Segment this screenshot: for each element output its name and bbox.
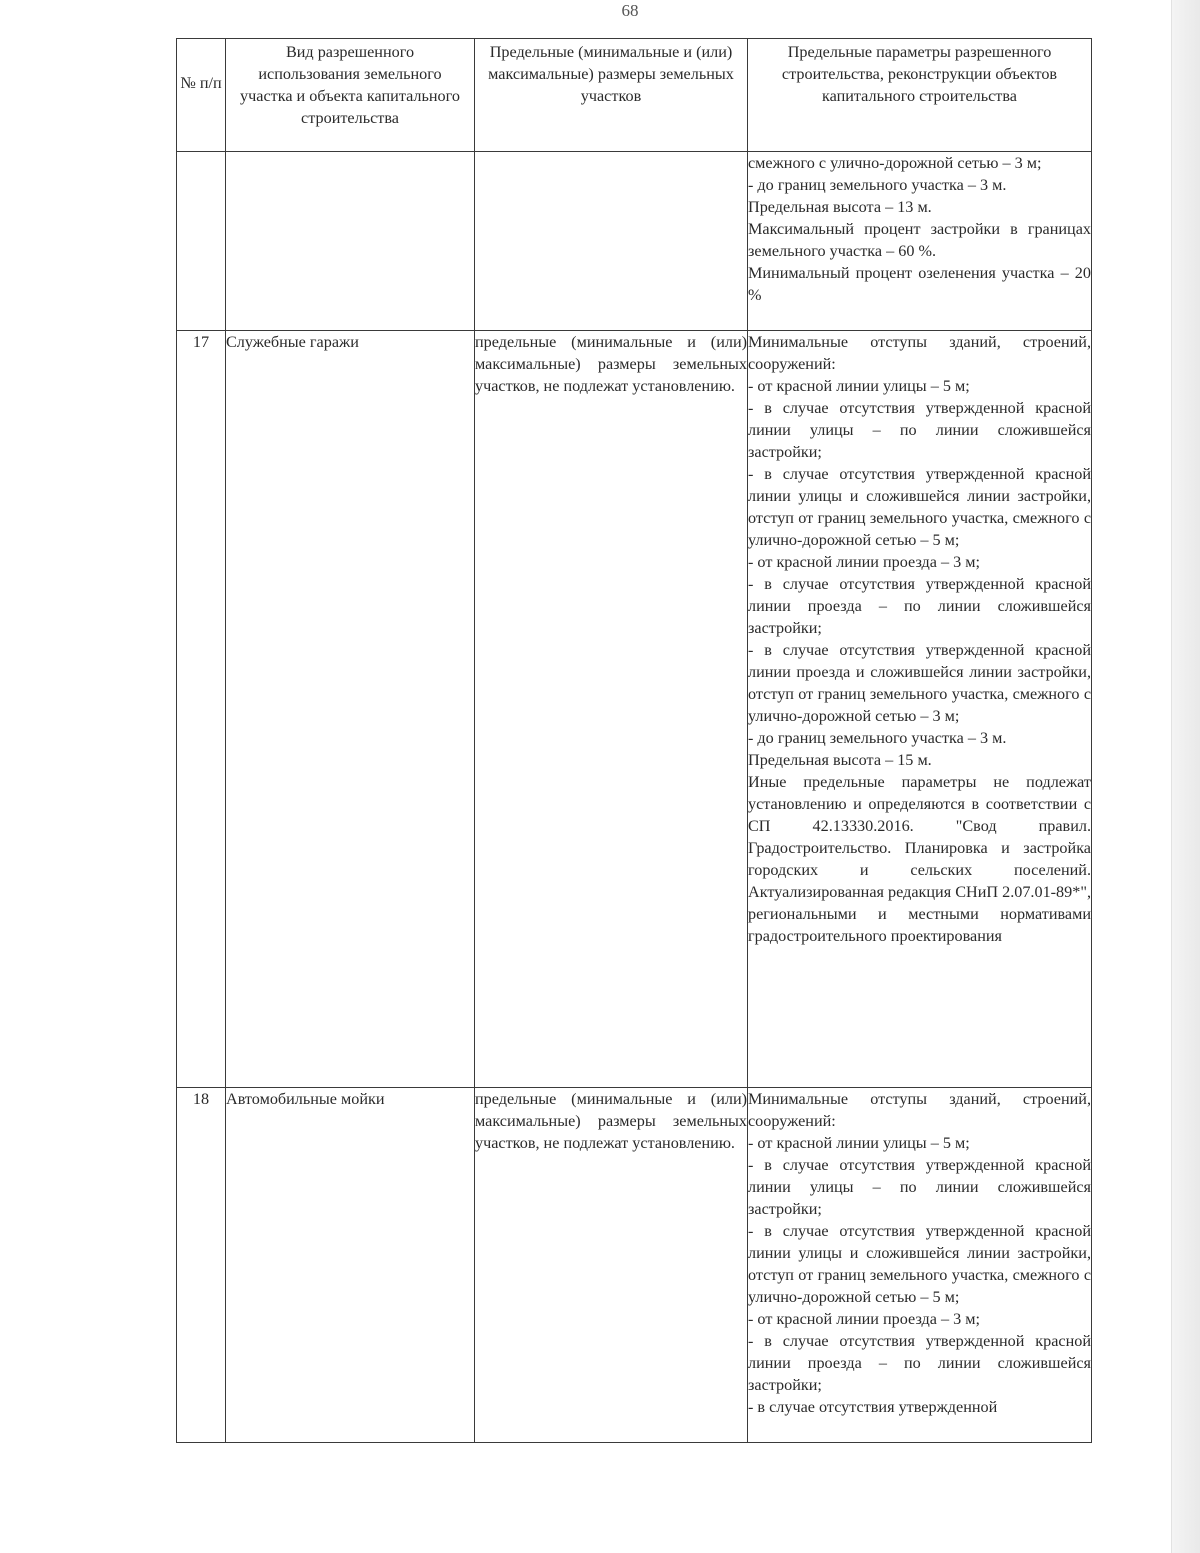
param-line: - от красной линии улицы – 5 м; bbox=[748, 377, 970, 395]
param-line: - от красной линии проезда – 3 м; bbox=[748, 553, 981, 571]
param-line: - в случае отсутствия утвержденной красной линии улицы – по линии сложившейся застройки; bbox=[748, 399, 1091, 461]
param-line: Минимальные отступы зданий, строений, сооружений: bbox=[748, 1090, 1091, 1130]
param-line: - в случае отсутствия утвержденной красной линии улицы и сложившейся линии застройки, отступ от границ земельного участка, смежного с улично-дорожной сетью – 5 м; bbox=[748, 1222, 1091, 1306]
table-row bbox=[177, 1088, 1092, 1443]
header-params-text: Предельные параметры разрешенного строительства, реконструкции объектов капитального строительства bbox=[781, 43, 1058, 105]
header-params bbox=[748, 39, 1092, 152]
row-num: 18 bbox=[177, 1088, 226, 1443]
row-sizes: предельные (минимальные и (или) максимальные) размеры земельных участков, не подлежат установлению. bbox=[475, 1088, 748, 1443]
row-num: 17 bbox=[177, 331, 226, 1088]
row-type bbox=[226, 152, 475, 331]
param-line: - в случае отсутствия утвержденной красной линии улицы – по линии сложившейся застройки; bbox=[748, 1156, 1091, 1218]
header-sizes bbox=[475, 39, 748, 152]
param-line: - от красной линии улицы – 5 м; bbox=[748, 1134, 970, 1152]
row-type: Служебные гаражи bbox=[226, 331, 475, 1088]
header-num bbox=[177, 39, 226, 152]
row-params bbox=[748, 331, 1092, 1088]
header-sizes-text: Предельные (минимальные и (или) максимальные) размеры земельных участков bbox=[488, 43, 734, 105]
param-line: - в случае отсутствия утвержденной красной линии проезда – по линии сложившейся застройки; bbox=[748, 1332, 1091, 1394]
row-num bbox=[177, 152, 226, 331]
header-type bbox=[226, 39, 475, 152]
param-line: Минимальный процент озеленения участка – 20 % bbox=[748, 264, 1091, 304]
param-line: - в случае отсутствия утвержденной красной линии проезда – по линии сложившейся застройки; bbox=[748, 575, 1091, 637]
header-num-text: № п/п bbox=[180, 74, 222, 92]
table-row bbox=[177, 331, 1092, 1088]
param-line: Максимальный процент застройки в границах земельного участка – 60 %. bbox=[748, 220, 1091, 260]
row-sizes: предельные (минимальные и (или) максимальные) размеры земельных участков, не подлежат установлению. bbox=[475, 331, 748, 1088]
param-line: - в случае отсутствия утвержденной красной линии улицы и сложившейся линии застройки, отступ от границ земельного участка, смежного с улично-дорожной сетью – 5 м; bbox=[748, 465, 1091, 549]
land-use-table bbox=[176, 38, 1092, 1443]
page-number: 68 bbox=[621, 1, 639, 20]
table-header-row bbox=[177, 39, 1092, 152]
row-sizes bbox=[475, 152, 748, 331]
param-line: Предельная высота – 15 м. bbox=[748, 751, 932, 769]
param-line: - в случае отсутствия утвержденной красной линии проезда и сложившейся линии застройки, отступ от границ земельного участка, смежного с улично-дорожной сетью – 3 м; bbox=[748, 641, 1091, 725]
param-line: - до границ земельного участка – 3 м. bbox=[748, 729, 1007, 747]
param-line: Минимальные отступы зданий, строений, сооружений: bbox=[748, 333, 1091, 373]
param-line: смежного с улично-дорожной сетью – 3 м; bbox=[748, 154, 1042, 172]
param-line: - до границ земельного участка – 3 м. bbox=[748, 176, 1007, 194]
header-type-text: Вид разрешенного использования земельного участка и объекта капитального строительства bbox=[240, 43, 460, 127]
table-row bbox=[177, 152, 1092, 331]
row-type: Автомобильные мойки bbox=[226, 1088, 475, 1443]
row-params bbox=[748, 1088, 1092, 1443]
param-line: - в случае отсутствия утвержденной bbox=[748, 1398, 998, 1416]
param-line: - от красной линии проезда – 3 м; bbox=[748, 1310, 981, 1328]
param-line: Предельная высота – 13 м. bbox=[748, 198, 932, 216]
param-line: Иные предельные параметры не подлежат установлению и определяются в соответствии с СП 42.13330.2016. "Свод правил. Градостроительство. Планировка и застройка городских и сельских поселений. Актуализированная редакция СНиП 2.07.01-89*", региональными и местными нормативами градостроительного проектирования bbox=[748, 773, 1091, 945]
scan-edge bbox=[1172, 0, 1200, 1553]
row-params bbox=[748, 152, 1092, 331]
